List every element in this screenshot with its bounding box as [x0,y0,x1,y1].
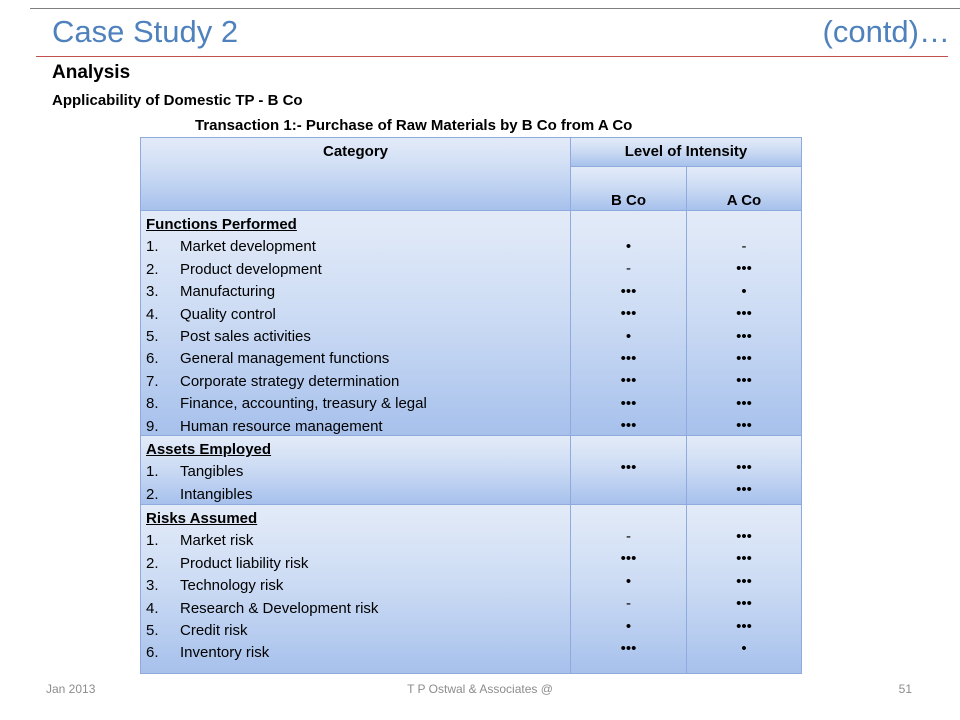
list-item: 3. Manufacturing [146,283,276,301]
intensity-mark: ••• [736,260,752,278]
slide-title-contd: (contd)… [822,14,950,49]
intensity-mark: ••• [736,572,752,590]
footer-company: T P Ostwal & Associates @ [407,682,553,696]
intensity-mark: ••• [620,372,637,390]
header-b-co [570,166,687,211]
intensity-table [140,137,802,674]
intensity-mark: ••• [620,282,637,300]
intensity-mark: ••• [620,394,637,412]
intensity-mark: ••• [620,349,637,367]
list-item: 6. General management functions [146,350,390,368]
intensity-mark: ••• [620,459,637,476]
intensity-mark: ••• [736,550,752,568]
intensity-mark: ••• [736,327,752,345]
title-rule [36,56,948,57]
intensity-mark: ••• [736,417,752,435]
list-item: 5. Credit risk [146,622,248,640]
intensity-mark: - [626,595,631,613]
header-a-co [686,166,802,211]
title-row [52,14,950,54]
list-item: 5. Post sales activities [146,328,311,346]
intensity-mark: • [625,572,632,590]
section-assets-a-co [686,435,802,505]
section-functions-b-co [570,210,687,436]
list-item: 3. Technology risk [146,577,284,595]
section-functions-category [140,210,571,436]
intensity-mark: ••• [736,528,752,545]
intensity-mark [571,479,686,501]
intensity-mark: ••• [620,550,637,568]
intensity-mark: ••• [620,639,637,657]
section-risks-a-co [686,504,802,674]
list-item: 1. Market risk [146,532,254,550]
analysis-heading: Analysis [52,62,131,83]
slide-title: Case Study 2 [52,14,239,49]
list-item: 2. Intangibles [146,485,253,503]
section-title: Functions Performed [146,216,297,233]
intensity-mark: • [625,617,632,635]
list-item: 4. Research & Development risk [146,599,379,617]
intensity-mark: ••• [736,372,752,390]
intensity-mark: ••• [736,481,752,499]
intensity-mark: ••• [736,305,752,323]
section-risks-b-co [570,504,687,674]
header-level-label: Level of Intensity [624,143,748,160]
intensity-mark: - [741,238,747,255]
section-title: Assets Employed [146,441,272,458]
intensity-mark: ••• [736,617,752,635]
header-category-label: Category [322,143,389,160]
intensity-mark: ••• [736,459,752,476]
intensity-mark: - [626,260,631,278]
header-level [570,137,802,167]
section-title: Risks Assumed [146,510,258,527]
top-rule [30,8,960,9]
section-risks-category [140,504,571,674]
table-caption: Transaction 1:- Purchase of Raw Materials by B Co from A Co [195,117,633,134]
intensity-mark: ••• [620,305,637,323]
list-item: 7. Corporate strategy determination [146,372,400,390]
intensity-mark: • [741,282,747,300]
intensity-mark: - [626,528,631,545]
intensity-mark: ••• [736,349,752,367]
intensity-mark: ••• [736,394,752,412]
list-item: 1. Market development [146,238,316,256]
list-item: 4. Quality control [146,305,276,323]
footer-page-number: 51 [898,682,912,696]
list-item: 8. Finance, accounting, treasury & legal [146,395,427,413]
intensity-mark: • [625,238,632,255]
list-item: 1. Tangibles [146,463,244,481]
header-a-co-label: A Co [726,192,762,209]
subheading: Applicability of Domestic TP - B Co [52,92,303,109]
section-assets-category [140,435,571,505]
footer-date: Jan 2013 [46,682,96,696]
section-functions-a-co [686,210,802,436]
list-item: 9. Human resource management [146,417,383,435]
list-item: 2. Product development [146,260,322,278]
intensity-mark: • [625,327,632,345]
intensity-mark: • [741,639,747,657]
header-b-co-label: B Co [611,192,646,209]
list-item: 2. Product liability risk [146,554,309,572]
section-assets-b-co [570,435,687,505]
list-item: 6. Inventory risk [146,644,270,662]
intensity-mark: ••• [736,595,752,613]
intensity-mark: ••• [620,417,637,435]
header-category [140,137,571,211]
